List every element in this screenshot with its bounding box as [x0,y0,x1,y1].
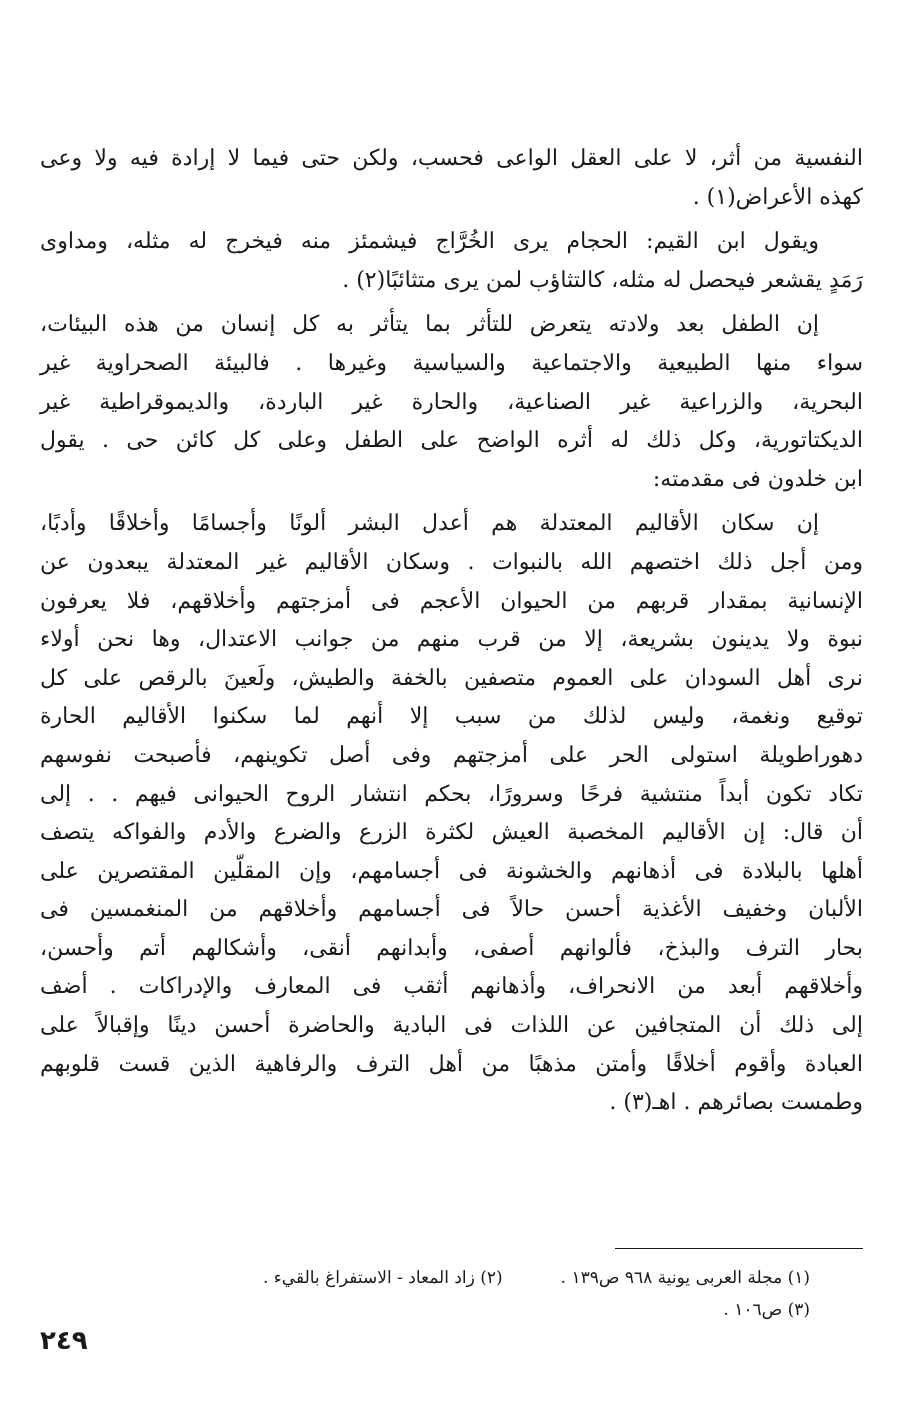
text-line: نرى أهل السودان على العموم متصفين بالخفة والطيش، ولَعينَ بالرقص على كل [40,665,863,691]
text-line: نبوة ولا يدينون بشريعة، إلا من قرب منهم من جوانب الاعتدال، وها نحن أولاء [40,627,863,653]
footnote-row [120,1294,810,1326]
text-line: توقيع ونغمة، وليس لذلك من سبب إلا أنهم لما سكنوا الأقاليم الحارة [40,704,863,730]
footnote-3: (٣) ص١٠٦ . [723,1300,810,1320]
footnote-divider [615,1248,863,1249]
footnote-2: (٢) زاد المعاد - الاستفراغ بالقيء . [263,1268,503,1288]
text-line: الإنسانية بمقدار قربهم من الحيوان الأعجم فى أمزجتهم وأخلاقهم، فلا يعرفون [40,588,863,614]
text-line: دهوراطويلة استولى الحر على أمزجتهم وفى أصل تكوينهم، فأصبحت نفوسهم [40,742,863,768]
text-line: ويقول ابن القيم: الحجام يرى الخُرَّاج فيشمئز منه فيخرج له مثله، ومداوى [40,229,819,255]
text-line: إن الطفل بعد ولادته يتعرض للتأثر بما يتأثر به كل إنسان من هذه البيئات، [40,312,819,338]
text-line: أهلها بالبلادة فى أذهانهم والخشونة فى أجسامهم، وإن المقلّين المقتصرين على [40,858,863,884]
text-line: ابن خلدون فى مقدمته: [652,466,863,492]
text-line: إن سكان الأقاليم المعتدلة هم أعدل البشر ألونًا وأجسامًا وأخلاقًا وأدبًا، [40,511,819,537]
paragraph-4-quote [40,505,863,1123]
page-number: ٢٤٩ [40,1326,88,1356]
footnote-row [120,1262,810,1294]
text-line: ومن أجل ذلك اختصهم الله بالنبوات . وسكان الأقاليم غير المعتدلة يبعدون عن [40,549,863,575]
text-line: بحار الترف والبذخ، فألوانهم أصفى، وأبدانهم أنقى، وأشكالهم أتم وأحسن، [40,935,863,961]
text-line: البحرية، والزراعية غير الصناعية، والحارة غير الباردة، والديموقراطية غير [40,389,863,415]
footnote-1: (١) مجلة العربى يونية ٩٦٨ ص١٣٩ . [560,1268,810,1288]
text-line: إلى ذلك أن المتجافين عن اللذات فى البادية والحاضرة أحسن دينًا وإقبالاً على [40,1013,863,1039]
text-line: سواء منها الطبيعية والاجتماعية والسياسية وغيرها . فالبيئة الصحراوية غير [40,350,863,376]
body-text [40,140,863,1129]
paragraph-1 [40,140,863,217]
text-line: أن قال: إن الأقاليم المخصبة العيش لكثرة الزرع والضرع والأدم والفواكه يتصف [40,820,863,846]
text-line: وطمست بصائرهم . اهـ(٣) . [609,1090,863,1116]
text-line: الألبان وخفيف الأغذية أحسن حالاً فى أجسامهم وأخلاقهم من المنغمسين فى [40,897,863,923]
text-line: النفسية من أثر، لا على العقل الواعى فحسب، ولكن حتى فيما لا إرادة فيه ولا وعى [40,146,863,171]
text-line: العبادة وأقوم أخلاقًا وأمتن مذهبًا من أهل الترف والرفاهية الذين قست قلوبهم [40,1051,863,1077]
text-line: رَمَدٍ يقشعر فيحصل له مثله، كالتثاؤب لمن يرى متثائبًا(٢) . [342,267,863,293]
text-line: تكاد تكون أبداً منتشية فرحًا وسرورًا، بحكم انتشار الروح الحيوانى فيهم . . إلى [40,781,863,807]
footnotes [120,1262,810,1326]
text-line: كهذه الأعراض(١) . [692,184,863,210]
paragraph-3 [40,306,863,499]
text-line: الديكتاتورية، وكل ذلك له أثره الواضح على الطفل وعلى كل كائن حى . يقول [40,428,863,454]
paragraph-2 [40,223,863,300]
text-line: وأخلاقهم أبعد من الانحراف، وأذهانهم أثقب فى المعارف والإدراكات . أضف [40,974,863,1000]
